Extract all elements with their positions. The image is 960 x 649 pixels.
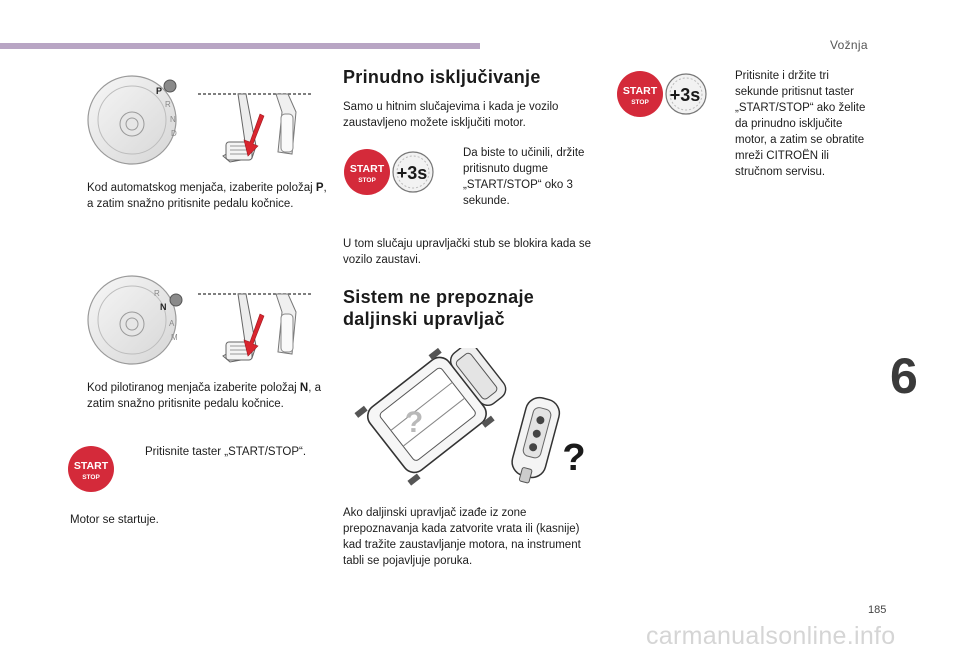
section-title: Vožnja <box>830 38 868 52</box>
auto-gearbox-text-end: , a zatim snažno pritisnite pedalu kočnice. <box>87 182 327 210</box>
selector-letter-n: N <box>170 115 176 124</box>
start-stop-3s-icon <box>343 148 435 196</box>
auto-gearbox-text-start: Kod automatskog menjača, izaberite položaj <box>87 182 316 194</box>
position-n-label: N <box>299 382 309 394</box>
forced-off-help-instruction <box>718 68 868 180</box>
piloted-gearbox-illustration <box>80 272 320 367</box>
remote-not-detected-text: Ako daljinski upravljač izađe iz zone prepoznavanja kada zatvorite vrata ili (kasnije) kad tražite zaustavljanje motora, na instrument tabli se pojavljuje poruka. <box>343 507 581 567</box>
piloted-gearbox-instruction <box>70 380 340 412</box>
badge-start-label: START <box>349 163 385 175</box>
duration-label: +3s <box>669 85 701 105</box>
engine-starts-text: Motor se startuje. <box>70 514 159 526</box>
position-p-label: P <box>315 182 324 194</box>
selector-letter-d: D <box>171 129 177 138</box>
start-stop-button-icon <box>67 445 115 493</box>
steering-lock-note: U tom slučaju upravljački stub se blokira kada se vozilo zaustavi. <box>343 238 592 266</box>
selector-letter-r: R <box>154 289 160 298</box>
watermark: carmanualsonline.info <box>646 622 896 649</box>
car-and-key-illustration <box>348 348 593 498</box>
selector-letter-m: M <box>171 333 178 342</box>
forced-off-heading: Prinudno isključivanje <box>343 67 541 87</box>
duration-label: +3s <box>396 163 428 183</box>
badge-start-label: START <box>73 460 109 472</box>
key-question-mark: ? <box>562 437 586 479</box>
auto-gearbox-instruction <box>70 180 330 212</box>
car-question-mark: ? <box>404 406 424 439</box>
badge-stop-label: STOP <box>82 474 100 481</box>
automatic-gearbox-illustration <box>80 72 320 167</box>
press-start-instruction <box>128 444 338 460</box>
forced-off-intro: Samo u hitnim slučajevima i kada je vozilo zaustavljeno možete isključiti motor. <box>343 101 559 129</box>
page-number: 185 <box>868 604 887 616</box>
badge-start-label: START <box>622 85 658 97</box>
start-stop-3s-icon <box>616 70 708 118</box>
remote-not-detected-heading: Sistem ne prepoznaje daljinski upravljač <box>343 287 535 329</box>
header-accent-bar <box>0 43 480 49</box>
forced-off-instruction <box>446 145 596 209</box>
forced-off-help-text: Pritisnite i držite tri sekunde pritisnut taster „START/STOP“ ako želite da prinudno isključite motor, a zatim se obratite mreži CITROËN ili stručnom servisu. <box>735 70 866 178</box>
press-start-text: Pritisnite taster „START/STOP“. <box>145 446 307 458</box>
chapter-number: 6 <box>890 348 918 404</box>
selector-letter-n: N <box>160 302 167 312</box>
selector-letter-a: A <box>169 319 175 328</box>
piloted-gearbox-text-end: , a zatim snažno pritisnite pedalu kočnice. <box>87 382 321 410</box>
badge-stop-label: STOP <box>631 99 649 106</box>
selector-letter-r: R <box>165 100 171 109</box>
piloted-gearbox-text-start: Kod pilotiranog menjača izaberite položaj <box>87 382 300 394</box>
badge-stop-label: STOP <box>358 177 376 184</box>
forced-off-bullet-text: Da biste to učinili, držite pritisnuto dugme „START/STOP“ oko 3 sekunde. <box>463 147 585 207</box>
selector-letter-p: P <box>156 86 163 96</box>
